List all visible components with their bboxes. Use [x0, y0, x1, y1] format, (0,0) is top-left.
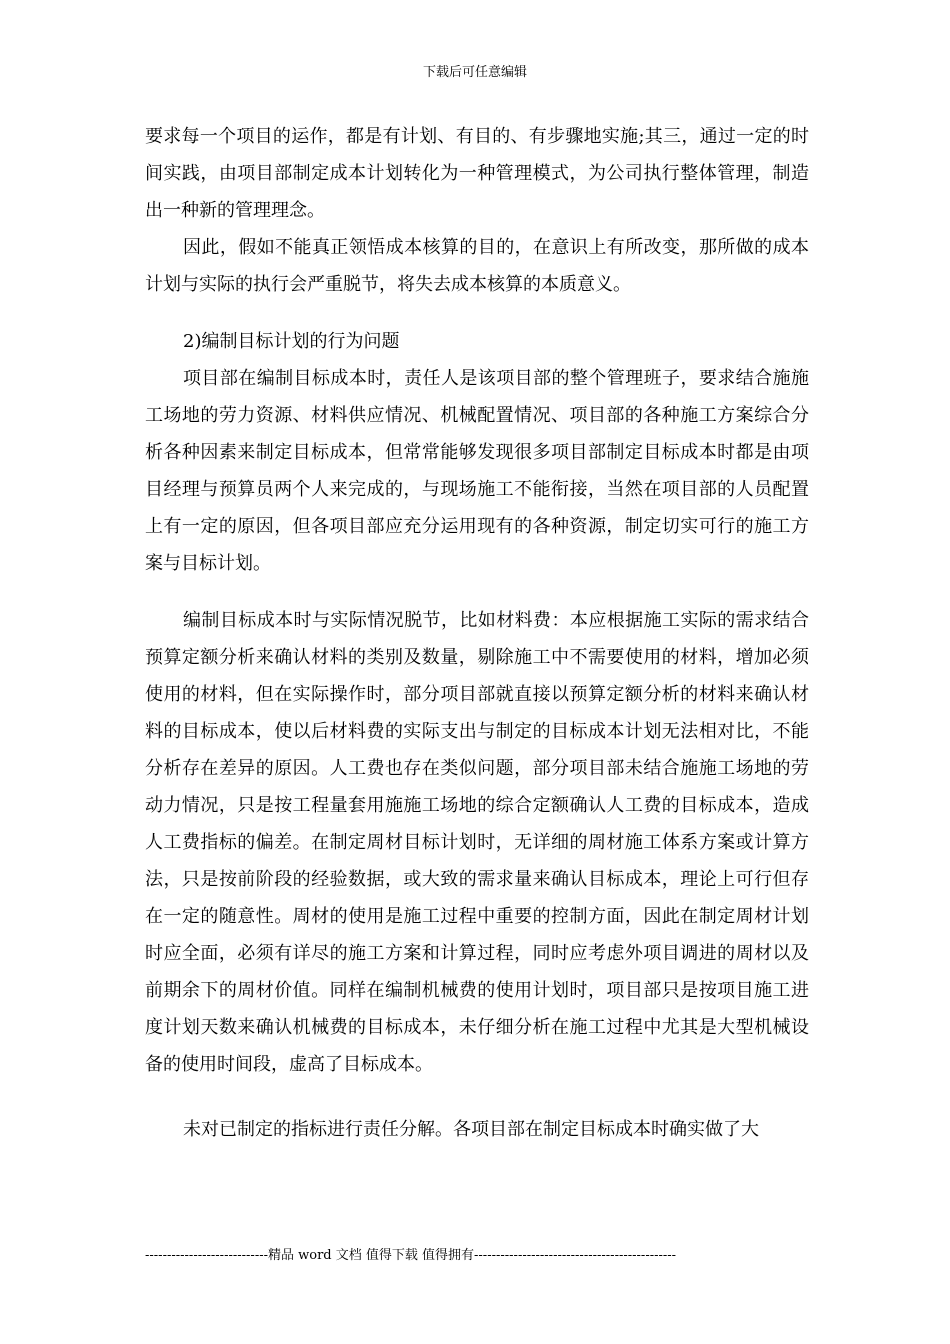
document-body: [145, 118, 809, 1148]
paragraph: 项目部在编制目标成本时，责任人是该项目部的整个管理班子，要求结合施施工场地的劳力资源、材料供应情况、机械配置情况、项目部的各种施工方案综合分析各种因素来制定目标成本，但常常能够发现很多项目部制定目标成本时都是由项目经理与预算员两个人来完成的，与现场施工不能衔接，当然在项目部的人员配置上有一定的原因，但各项目部应充分运用现有的各种资源，制定切实可行的施工方案与目标计划。: [145, 368, 809, 574]
paragraph: 编制目标成本时与实际情况脱节，比如材料费：本应根据施工实际的需求结合预算定额分析来确认材料的类别及数量，剔除施工中不需要使用的材料，增加必须使用的材料，但在实际操作时，部分项目部就直接以预算定额分析的材料来确认材料的目标成本，使以后材料费的实际支出与制定的目标成本计划无法相对比，不能分析存在差异的原因。人工费也存在类似问题，部分项目部未结合施施工场地的劳动力情况，只是按工程量套用施施工场地的综合定额确认人工费的目标成本，造成人工费指标的偏差。在制定周材目标计划时，无详细的周材施工体系方案或计算方法，只是按前阶段的经验数据，或大致的需求量来确认目标成本，理论上可行但存在一定的随意性。周材的使用是施工过程中重要的控制方面，因此在制定周材计划时应全面，必须有详尽的施工方案和计算过程，同时应考虑外项目调进的周材以及前期余下的周材价值。同样在编制机械费的使用计划时，项目部只是按项目施工进度计划天数来确认机械费的目标成本，未仔细分析在施工过程中尤其是大型机械设备的使用时间段，虚高了目标成本。: [145, 610, 809, 1075]
paragraph-continued: 要求每一个项目的运作，都是有计划、有目的、有步骤地实施;其三，通过一定的时间实践，由项目部制定成本计划转化为一种管理模式，为公司执行整体管理，制造出一种新的管理理念。: [145, 126, 809, 221]
paragraph: 未对已制定的指标进行责任分解。各项目部在制定目标成本时确实做了大: [183, 1119, 759, 1140]
paragraph: 因此，假如不能真正领悟成本核算的目的，在意识上有所改变，那所做的成本计划与实际的执行会严重脱节，将失去成本核算的本质意义。: [145, 237, 809, 295]
page-footer: ----------------------------精品 word 文档 值得下载 值得拥有----------------------------------------------: [145, 1248, 677, 1263]
page-header: 下载后可任意编辑: [422, 65, 527, 80]
section-heading: 2)编制目标计划的行为问题: [183, 331, 400, 352]
